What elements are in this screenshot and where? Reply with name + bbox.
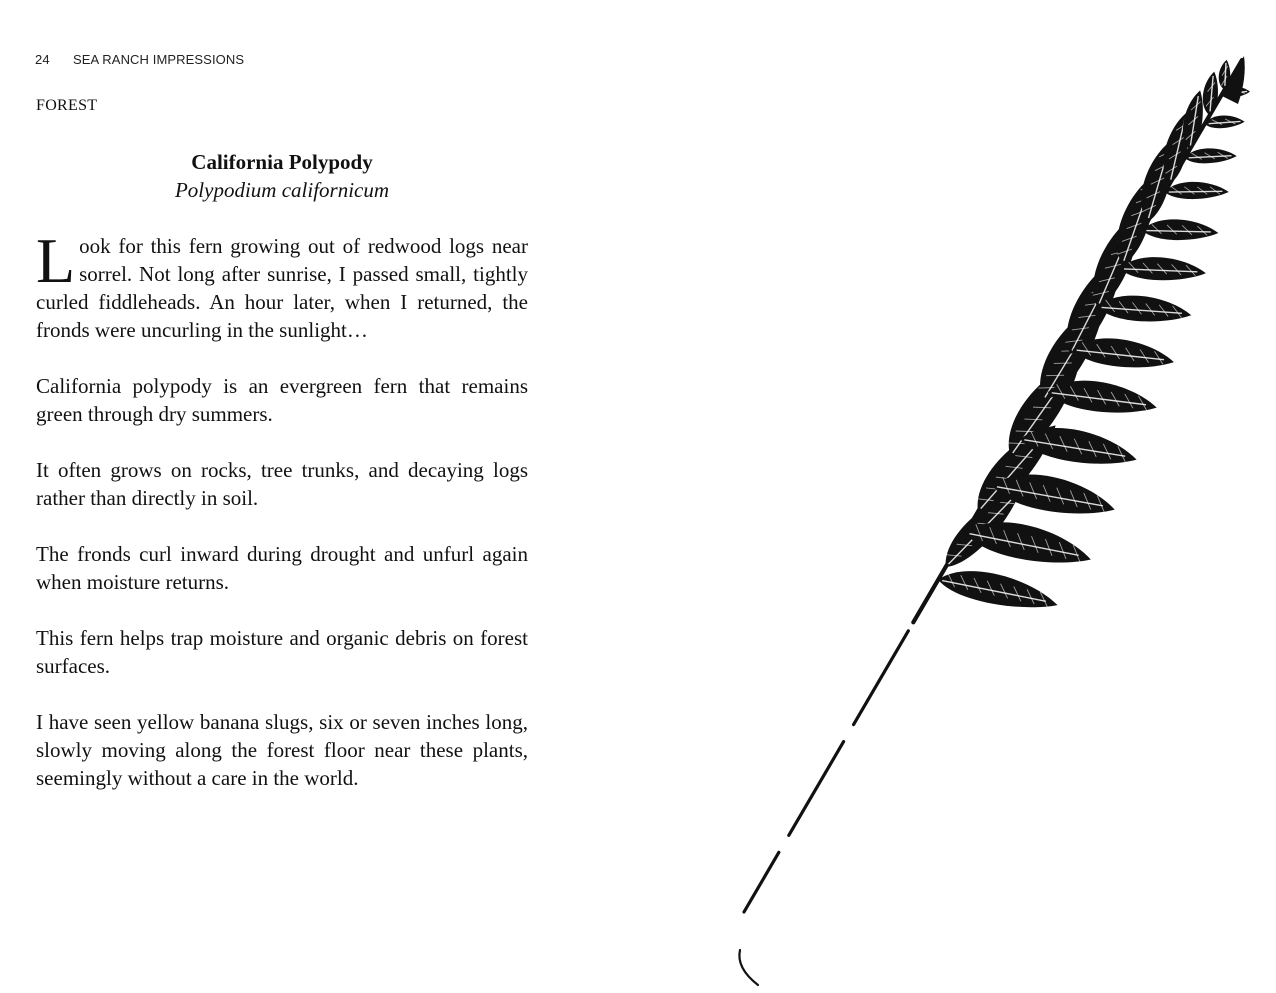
fern-pinna-left bbox=[1201, 71, 1220, 116]
fern-pinna-right bbox=[1119, 255, 1206, 282]
fern-rachis bbox=[744, 852, 779, 912]
page-number: 24 bbox=[35, 52, 50, 67]
fern-pinna-midrib bbox=[1169, 191, 1223, 192]
book-title: SEA RANCH IMPRESSIONS bbox=[73, 52, 245, 67]
paragraph: I have seen yellow banana slugs, six or seven inches long, slowly moving along the forest floor near these plants, seemingly without a care in the world. bbox=[36, 710, 528, 790]
fern-pinna-blade bbox=[1142, 218, 1219, 241]
section-label: FOREST bbox=[36, 97, 98, 114]
fern-frond bbox=[739, 56, 1250, 985]
paragraph: The fronds curl inward during drought and unfurl again when moisture returns. bbox=[36, 542, 528, 594]
common-name: California Polypody bbox=[191, 150, 373, 174]
fern-stipe-hook bbox=[739, 950, 758, 985]
drop-cap: L bbox=[36, 225, 76, 296]
fern-pinna-right bbox=[1165, 182, 1229, 199]
fern-pinna-right bbox=[1142, 218, 1219, 241]
paragraph: It often grows on rocks, tree trunks, and decaying logs rather than directly in soil. bbox=[36, 458, 528, 510]
paragraph: This fern helps trap moisture and organic debris on forest surfaces. bbox=[36, 626, 528, 678]
fern-pinna-right bbox=[1184, 147, 1236, 164]
fern-pinna-blade bbox=[1165, 182, 1229, 199]
fern-pinna-blade bbox=[936, 563, 1062, 618]
intro-text: ook for this fern growing out of redwood logs near sorrel. Not long after sunrise, I passed small, tightly curled fiddleheads. An hour later, when I returned, the fronds were uncurling in the sunlight… bbox=[36, 234, 528, 342]
fern-rachis bbox=[789, 742, 844, 836]
fern-rachis bbox=[854, 631, 909, 725]
paragraph: California polypody is an evergreen fern that remains green through dry summers. bbox=[36, 374, 528, 426]
fern-pinna-right bbox=[936, 563, 1062, 618]
latin-name: Polypodium californicum bbox=[174, 178, 390, 202]
